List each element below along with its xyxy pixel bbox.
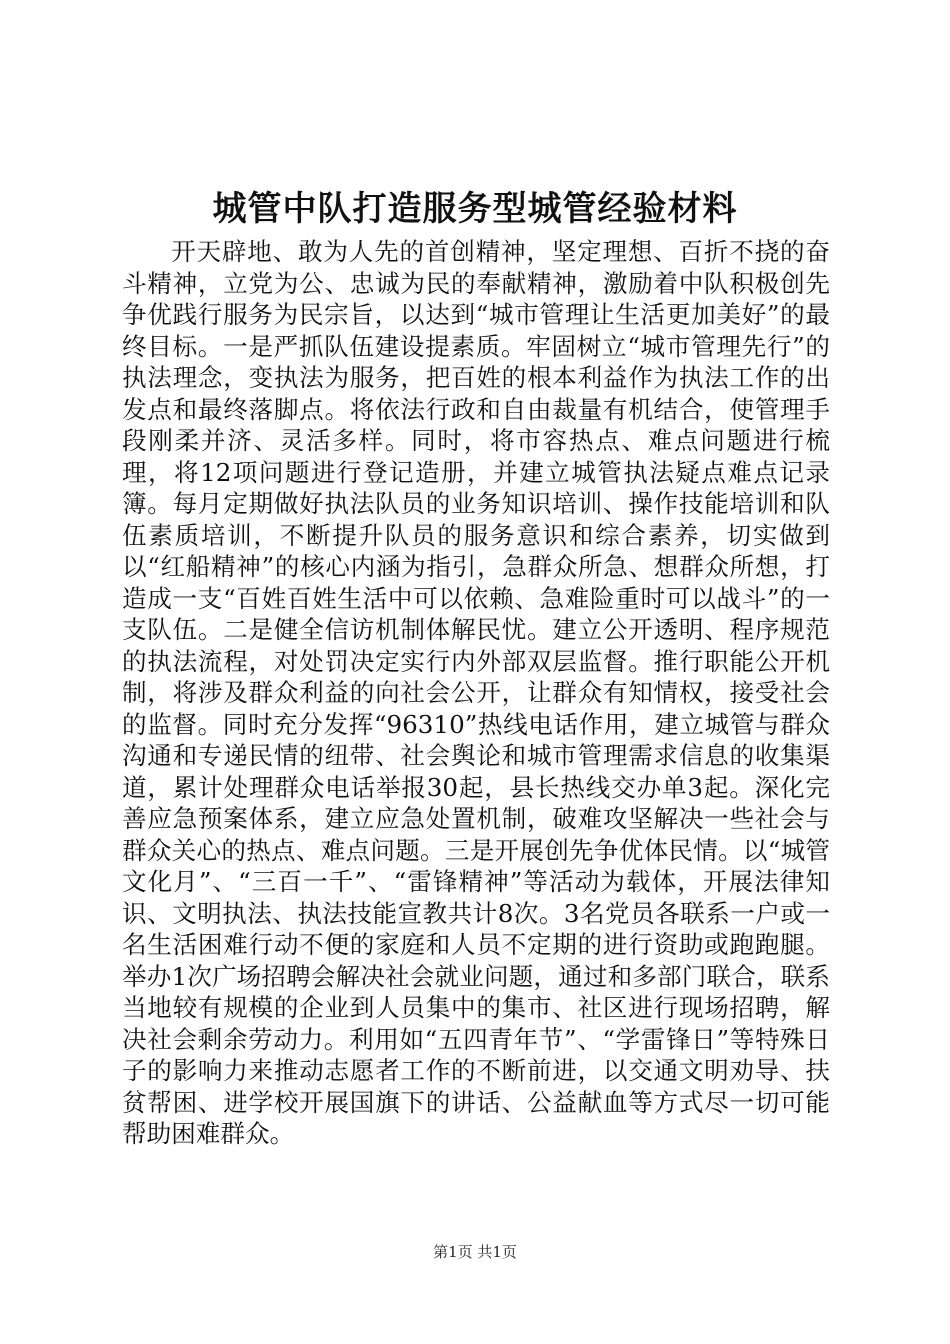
page-number-footer: 第1页 共1页 — [433, 1243, 517, 1261]
document-body-paragraph: 开天辟地、敢为人先的首创精神，坚定理想、百折不挠的奋斗精神，立党为公、忠诚为民的奉献精神，激励着中队积极创先争优践行服务为民宗旨，以达到“城市管理让生活更加美好”的最终目标。一是严抓队伍建设提素质。牢固树立“城市管理先行”的执法理念，变执法为服务，把百姓的根本利益作为执法工作的出发点和最终落脚点。将依法行政和自由裁量有机结合，使管理手段刚柔并济、灵活多样。同时，将市容热点、难点问题进行梳理，将12项问题进行登记造册，并建立城管执法疑点难点记录簿。每月定期做好执法队员的业务知识培训、操作技能培训和队伍素质培训，不断提升队员的服务意识和综合素养，切实做到以“红船精神”的核心内涵为指引，急群众所急、想群众所想，打造成一支“百姓百姓生活中可以依赖、急难险重时可以战斗”的一支队伍。二是健全信访机制体解民忧。建立公开透明、程序规范的执法流程，对处罚决定实行内外部双层监督。推行职能公开机制，将涉及群众利益的向社会公开，让群众有知情权，接受社会的监督。同时充分发挥“96310”热线电话作用，建立城管与群众沟通和专递民情的纽带、社会舆论和城市管理需求信息的收集渠道，累计处理群众电话举报30起，县长热线交办单3起。深化完善应急预案体系，建立应急处置机制，破难攻坚解决一些社会与群众关心的热点、难点问题。三是开展创先争优体民情。以“城管文化月”、“三百一千”、“雷锋精神”等活动为载体，开展法律知识、文明执法、执法技能宣教共计8次。3名党员各联系一户或一名生活困难行动不便的家庭和人员不定期的进行资助或跑跑腿。举办1次广场招聘会解决社会就业问题，通过和多部门联合，联系当地较有规模的企业到人员集中的集市、社区进行现场招聘，解决社会剩余劳动力。利用如“五四青年节”、“学雷锋日”等特殊日子的影响力来推动志愿者工作的不断前进，以交通文明劝导、扶贫帮困、进学校开展国旗下的讲话、公益献血等方式尽一切可能帮助困难群众。 — [122, 237, 830, 1148]
document-title: 城管中队打造服务型城管经验材料 — [212, 189, 738, 229]
